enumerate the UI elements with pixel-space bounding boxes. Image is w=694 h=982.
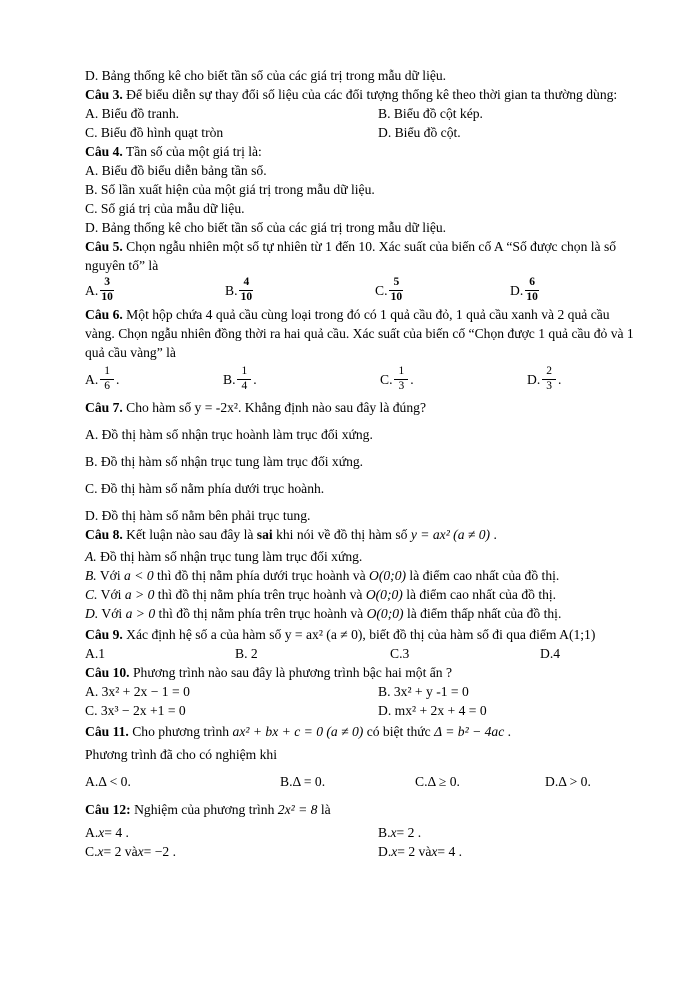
text-run: 2x² = 8 [277,802,318,817]
fraction-denominator: 3 [546,379,552,392]
paragraph-line [85,161,642,180]
answer-option [510,277,541,303]
text-run: D. [378,844,392,859]
fraction-denominator: 4 [241,379,248,392]
answer-option [85,701,186,720]
text-run: thì đồ thị nằm phía trên trục hoành và [155,606,367,621]
text-run: B. 3x² + y -1 = 0 [378,684,469,699]
fraction-numerator: 3 [100,277,114,291]
fraction-denominator: 10 [390,290,403,303]
options-row [85,123,642,142]
text-run: C. Biểu đồ hình quạt tròn [85,125,224,140]
text-run: . [490,527,497,542]
text-run: x [390,825,397,840]
answer-option [85,277,116,303]
text-run: D. Bảng thống kê cho biết tần số của các giá trị trong mẫu dữ liệu. [85,68,447,83]
paragraph-line [85,66,642,85]
text-run: Δ = b² − 4ac [434,724,505,739]
text-run: . [127,774,131,789]
paragraph-line [85,479,642,498]
paragraph-line [85,745,642,764]
text-run: A. 3x² + 2x − 1 = 0 [85,684,190,699]
paragraph-line [85,305,642,362]
fraction-numerator: 1 [100,366,114,380]
text-run: B. Đồ thị hàm số nhận trục tung làm trục đối xứng. [85,454,364,469]
answer-option [85,123,223,142]
options-row [85,682,642,701]
text-run: C.3 [390,646,410,661]
answer-option [378,842,462,861]
text-run: Để biểu diễn sự thay đổi số liệu của các đối tượng thống kê theo thời gian ta thường dùng: [122,87,618,102]
text-run: D. mx² + 2x + 4 = 0 [378,703,487,718]
text-run: là điểm thấp nhất của đồ thị. [403,606,562,621]
answer-option [223,364,257,394]
fraction-denominator: 10 [101,290,113,303]
text-run: O(0;0) [369,568,407,583]
paragraph-line [85,663,642,682]
answer-option [390,644,409,663]
text-run: Kết luận nào sau đây là [122,527,257,542]
text-run: O(0;0) [366,606,404,621]
text-run: B. [85,568,97,583]
answer-option [85,644,105,663]
text-run: C. Số giá trị của mẫu dữ liệu. [85,201,245,216]
text-run: A. Đồ thị hàm số nhận trục hoành làm trục đối xứng. [85,427,373,442]
text-run: Δ < 0 [98,774,128,789]
text-run: C. 3x³ − 2x +1 = 0 [85,703,186,718]
text-run: Với [97,587,125,602]
text-run: C. [85,587,98,602]
text-run: Phương trình nào sau đây là phương trình bậc hai một ẩn ? [129,665,453,680]
text-run: B. Biểu đồ cột kép. [378,106,483,121]
text-run: Câu 10. [85,665,130,680]
options-row [85,772,642,791]
text-run: C. [375,282,388,298]
text-run: Câu 8. [85,527,123,542]
fraction [237,366,251,392]
text-run: B. [223,371,236,387]
fraction-numerator: 2 [542,366,556,380]
fraction-denominator: 10 [526,290,538,303]
fraction [100,277,114,303]
text-run: = 2 và [103,844,138,859]
text-run: Câu 6. [85,307,123,322]
text-run: thì đồ thị nằm phía trên trục hoành và [154,587,366,602]
answer-option [527,364,561,394]
text-run: . [410,371,414,387]
text-run: Câu 4. [85,144,123,159]
fraction [239,277,253,303]
answer-option [225,277,255,303]
text-run: = 4 . [104,825,129,840]
text-run: a > 0 [125,606,156,621]
text-run: . [115,371,120,387]
answer-option [85,104,179,123]
options-row [85,823,642,842]
text-run: là điểm cao nhất của đồ thị. [406,568,560,583]
text-run: D. [510,282,524,298]
text-run: C. [85,844,98,859]
paragraph-line [85,237,642,275]
text-run: có biệt thức [363,724,435,739]
paragraph-line [85,604,642,623]
text-run: = 2 . [396,825,422,840]
paragraph-line [85,180,642,199]
text-run: . [321,774,326,789]
text-run: = −2 . [143,844,176,859]
text-run: A. Biểu đồ biểu diễn bảng tần số. [85,163,267,178]
answer-option [85,772,131,791]
fraction-numerator: 1 [237,366,251,380]
text-run: . [557,371,562,387]
text-run: Nghiệm của phương trình [130,802,278,817]
fraction [394,366,408,392]
text-run: Xác định hệ số a của hàm số y = ax² (a ≠ 0), biết đồ thị của hàm số đi qua điểm A(1;1) [122,627,596,642]
text-run: Một hộp chứa 4 quả cầu cùng loại trong đó có 1 quả cầu đỏ, 1 quả cầu xanh và 2 quả cầu vàng. Chọn ngẫu nhiên đồng thời ra hai quả cầu. Xác suất của biến cố “Chọn được 1 quả cầu đỏ và 1 quả cầu vàng” là [85,307,634,360]
text-run: x [391,844,398,859]
text-run: D. [85,606,99,621]
fraction-numerator: 1 [394,366,408,380]
answer-option [378,823,421,842]
paragraph-line [85,722,642,741]
text-run: sai [256,527,273,542]
text-run: x [97,844,104,859]
answer-option [85,364,119,394]
text-run: B. [378,825,391,840]
paragraph-line [85,585,642,604]
answer-option [280,772,325,791]
text-run: D. [527,371,541,387]
options-row [85,364,642,394]
paragraph-line [85,547,642,566]
answer-option [380,364,414,394]
paragraph-line [85,452,642,471]
fraction [389,277,403,303]
paragraph-line [85,625,642,644]
paragraph-line [85,566,642,585]
text-run: . [253,371,257,387]
text-run: A. [85,774,99,789]
paragraph-line [85,218,642,237]
document-content [85,66,642,861]
options-row [85,644,642,663]
answer-option [378,123,461,142]
text-run: Đồ thị hàm số nhận trục tung làm trục đối xứng. [96,549,363,564]
text-run: thì đồ thị nằm phía dưới trục hoành và [153,568,370,583]
text-run: x [98,825,105,840]
text-run: . [456,774,460,789]
text-run: C. Đồ thị hàm số nằm phía dưới trục hoành. [85,481,325,496]
text-run: x [431,844,438,859]
answer-option [85,682,190,701]
answer-option [378,682,469,701]
text-run: C. [415,774,428,789]
answer-option [540,644,560,663]
text-run: Câu 5. [85,239,123,254]
text-run: Δ ≥ 0 [427,774,457,789]
answer-option [415,772,460,791]
text-run: Phương trình đã cho có nghiệm khi [85,747,278,762]
text-run: Cho phương trình [128,724,233,739]
answer-option [375,277,405,303]
paragraph-line [85,800,642,819]
text-run: a < 0 [124,568,154,583]
text-run: Tần số của một giá trị là: [122,144,262,159]
answer-option [85,842,176,861]
text-run: Câu 9. [85,627,123,642]
text-run: O(0;0) [365,587,403,602]
paragraph-line [85,425,642,444]
options-row [85,277,642,303]
text-run: Chọn ngẫu nhiên một số tự nhiên từ 1 đến 10. Xác suất của biến cố A “Số được chọn là số nguyên tố” là [85,239,617,273]
fraction [100,366,114,392]
paragraph-line [85,398,642,417]
paragraph-line [85,85,642,104]
text-run: khi nói về đồ thị hàm số [272,527,411,542]
text-run: D. [545,774,559,789]
answer-option [378,104,483,123]
fraction-numerator: 4 [239,277,253,291]
text-run: là [317,802,331,817]
text-run: A. Biểu đồ tranh. [85,106,180,121]
options-row [85,842,642,861]
text-run: Câu 12: [85,802,131,817]
text-run: B. [280,774,293,789]
text-run: D.4 [540,646,561,661]
answer-option [545,772,591,791]
text-run: Câu 11. [85,724,129,739]
fraction-denominator: 10 [240,290,253,303]
text-run: B. 2 [235,646,258,661]
text-run: là điểm cao nhất của đồ thị. [402,587,557,602]
fraction [542,366,556,392]
text-run: Với [96,568,125,583]
fraction-numerator: 5 [389,277,403,291]
options-row [85,104,642,123]
text-run: B. [225,282,238,298]
text-run: A. [85,371,99,387]
answer-option [378,701,487,720]
text-run: A. [85,282,99,298]
text-run: Với [98,606,126,621]
text-run: A.1 [85,646,106,661]
paragraph-line [85,142,642,161]
text-run: Δ > 0 [558,774,588,789]
text-run: . [587,774,591,789]
text-run: Δ = 0 [292,774,322,789]
fraction-denominator: 6 [104,379,110,392]
answer-option [85,823,129,842]
fraction-denominator: 3 [398,379,405,392]
options-row [85,701,642,720]
text-run: B. Số lần xuất hiện của một giá trị trong mẫu dữ liệu. [85,182,375,197]
fraction-numerator: 6 [525,277,539,291]
text-run: D. Đồ thị hàm số nằm bên phải trục tung. [85,508,311,523]
text-run: = 2 và [397,844,432,859]
paragraph-line [85,199,642,218]
text-run: C. [380,371,393,387]
text-run: D. Bảng thống kê cho biết tần số của các giá trị trong mẫu dữ liệu. [85,220,447,235]
text-run: = 4 . [437,844,463,859]
text-run: Câu 3. [85,87,123,102]
text-run: Cho hàm số y = -2x². Khẳng định nào sau đây là đúng? [122,400,426,415]
text-run: A. [85,549,97,564]
text-run: x [137,844,144,859]
paragraph-line [85,525,642,544]
answer-option [235,644,258,663]
text-run: D. Biểu đồ cột. [378,125,461,140]
text-run: ax² + bx + c = 0 (a ≠ 0) [232,724,364,739]
paragraph-line [85,506,642,525]
text-run: a > 0 [124,587,155,602]
text-run: . [504,724,512,739]
text-run: A. [85,825,99,840]
text-run: y = ax² (a ≠ 0) [410,527,491,542]
text-run: Câu 7. [85,400,123,415]
fraction [525,277,539,303]
